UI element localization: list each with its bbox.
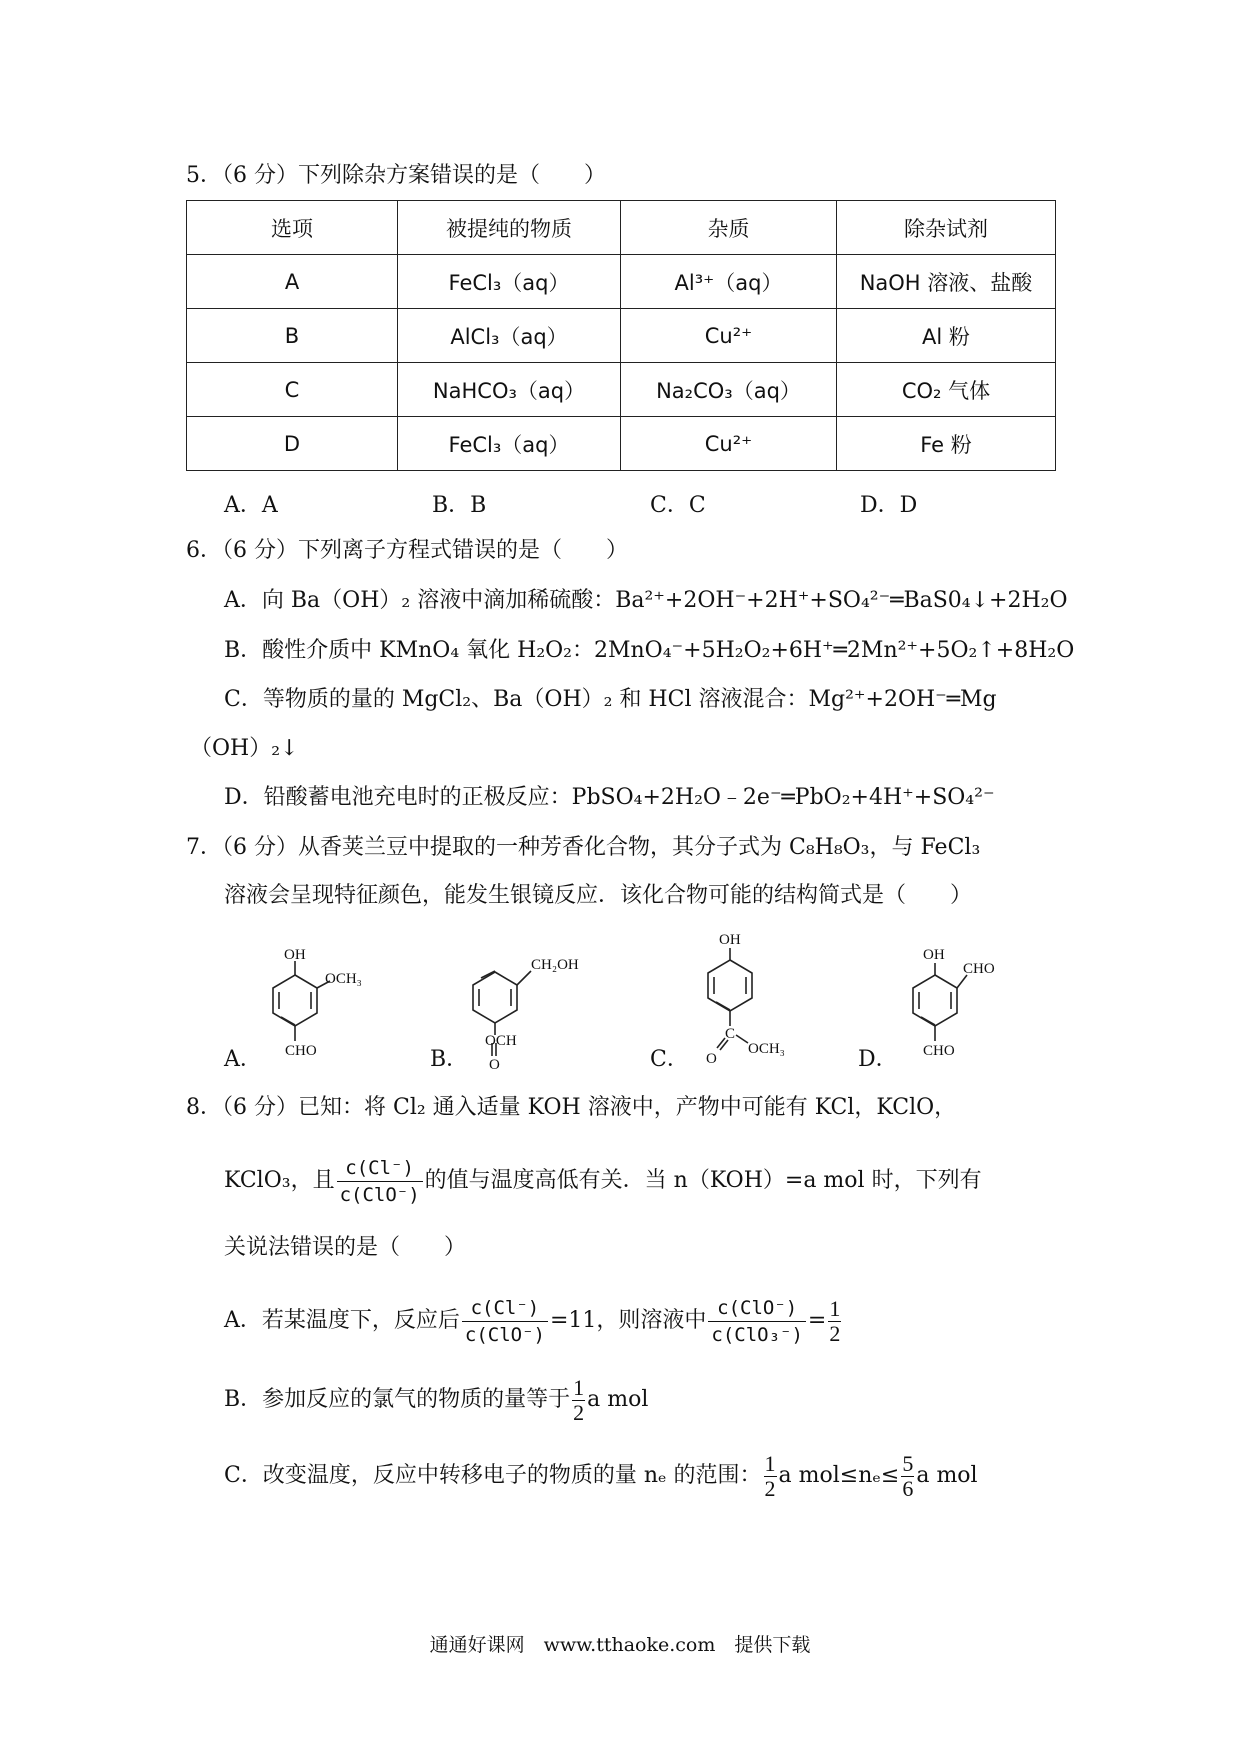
table-cell: Cu²⁺ bbox=[621, 309, 837, 363]
structure-a-icon bbox=[255, 945, 395, 1070]
group-label: O bbox=[489, 1057, 500, 1070]
q6-option-c[interactable]: C．等物质的量的 MgCl₂、Ba（OH）₂ 和 HCl 溶液混合：Mg²⁺+2OH⁻═Mg bbox=[224, 687, 997, 712]
table-header: 被提纯的物质 bbox=[398, 201, 621, 255]
table-cell: NaOH 溶液、盐酸 bbox=[837, 255, 1056, 309]
table-cell: Al³⁺（aq） bbox=[621, 255, 837, 309]
group-label: OH bbox=[923, 947, 945, 963]
table-cell: FeCl₃（aq） bbox=[398, 255, 621, 309]
fraction-numerator: 5 bbox=[902, 1450, 914, 1476]
table-cell: B bbox=[187, 309, 398, 363]
fraction-denominator: c(ClO⁻) bbox=[464, 1323, 545, 1346]
q6-option-d[interactable]: D．铅酸蓄电池充电时的正极反应：PbSO₄+2H₂O﹣2e⁻═PbO₂+4H⁺+SO₄²⁻ bbox=[224, 785, 995, 810]
table-cell: AlCl₃（aq） bbox=[398, 309, 621, 363]
structure-d-icon bbox=[895, 945, 1025, 1070]
group-label: CHO bbox=[923, 1043, 955, 1059]
fraction-numerator: 1 bbox=[829, 1295, 841, 1321]
structure-b-icon bbox=[465, 945, 615, 1070]
q6-option-b[interactable]: B．酸性介质中 KMnO₄ 氧化 H₂O₂：2MnO₄⁻+5H₂O₂+6H⁺═2Mn²⁺+5O₂↑+8H₂O bbox=[224, 638, 1075, 663]
table-cell: Na₂CO₃（aq） bbox=[621, 363, 837, 417]
table-header-row bbox=[187, 201, 1056, 255]
table-row bbox=[187, 363, 1056, 417]
option-text: =11，则溶液中 bbox=[549, 1308, 707, 1333]
fraction-numerator: c(Cl⁻) bbox=[462, 1295, 548, 1322]
fraction-numerator: 1 bbox=[764, 1450, 776, 1476]
option-c[interactable]: C．C bbox=[650, 493, 706, 518]
ratio-fraction bbox=[708, 1295, 806, 1348]
ratio-fraction bbox=[462, 1295, 548, 1348]
q8-stem: 8．（6 分）已知：将 Cl₂ 通入适量 KOH 溶液中，产物中可能有 KCl，KClO， bbox=[186, 1095, 957, 1120]
option-b[interactable]: B．B bbox=[432, 493, 487, 518]
q8-option-a[interactable] bbox=[224, 1290, 843, 1352]
table-header: 除杂试剂 bbox=[837, 201, 1056, 255]
option-text: = bbox=[807, 1308, 827, 1333]
group-label: OCH₃ bbox=[325, 971, 362, 987]
group-label: OCH bbox=[485, 1033, 517, 1049]
option-text: a mol bbox=[916, 1463, 978, 1488]
q5-stem: 5．（6 分）下列除杂方案错误的是（ ） bbox=[186, 163, 606, 188]
half-fraction bbox=[572, 1376, 585, 1425]
q6-option-a[interactable]: A．向 Ba（OH）₂ 溶液中滴加稀硫酸：Ba²⁺+2OH⁻+2H⁺+SO₄²⁻═BaS0₄↓+2H₂O bbox=[224, 588, 1068, 613]
q7-option-a-label[interactable]: A． bbox=[224, 1047, 262, 1072]
ratio-fraction bbox=[337, 1155, 423, 1208]
option-a[interactable]: A．A bbox=[224, 493, 278, 518]
option-text: B．参加反应的氯气的物质的量等于 bbox=[224, 1387, 571, 1412]
q7-option-c-label[interactable]: C． bbox=[650, 1047, 689, 1072]
option-text: C．改变温度，反应中转移电子的物质的量 nₑ 的范围： bbox=[224, 1463, 762, 1488]
table-cell: Al 粉 bbox=[837, 309, 1056, 363]
q5-table bbox=[186, 200, 1056, 471]
q7-stem: 7．（6 分）从香荚兰豆中提取的一种芳香化合物，其分子式为 C₈H₈O₃，与 FeCl₃ bbox=[186, 835, 981, 860]
table-row bbox=[187, 255, 1056, 309]
fraction-denominator: c(ClO₃⁻) bbox=[711, 1323, 803, 1346]
structure-c-icon bbox=[690, 930, 820, 1070]
fraction-numerator: c(Cl⁻) bbox=[337, 1155, 423, 1182]
group-label: OH bbox=[284, 947, 306, 963]
group-label: OH bbox=[719, 932, 741, 948]
group-label: C bbox=[725, 1026, 736, 1042]
table-cell: CO₂ 气体 bbox=[837, 363, 1056, 417]
q8-stem-line2 bbox=[224, 1150, 982, 1212]
fraction-denominator: 2 bbox=[829, 1320, 841, 1346]
q7-stem-cont: 溶液会呈现特征颜色，能发生银镜反应．该化合物可能的结构简式是（ ） bbox=[224, 883, 973, 908]
q8-option-c[interactable] bbox=[224, 1448, 978, 1504]
fraction-numerator: 1 bbox=[573, 1374, 585, 1400]
q6-option-c-cont: （OH）₂↓ bbox=[190, 736, 299, 761]
q8-stem-text: 的值与温度高低有关．当 n（KOH）=a mol 时，下列有 bbox=[424, 1168, 982, 1193]
group-label: CHO bbox=[963, 961, 995, 977]
option-text: a mol bbox=[587, 1387, 649, 1412]
half-fraction bbox=[828, 1297, 841, 1346]
table-cell: NaHCO₃（aq） bbox=[398, 363, 621, 417]
fraction-denominator: 2 bbox=[573, 1399, 585, 1425]
group-label: O bbox=[706, 1051, 717, 1067]
q7-option-b-label[interactable]: B． bbox=[430, 1047, 469, 1072]
table-cell: A bbox=[187, 255, 398, 309]
table-cell: FeCl₃（aq） bbox=[398, 417, 621, 471]
table-header: 杂质 bbox=[621, 201, 837, 255]
q7-option-d-label[interactable]: D． bbox=[858, 1047, 898, 1072]
table-cell: Fe 粉 bbox=[837, 417, 1056, 471]
q8-stem-text: KClO₃，且 bbox=[224, 1168, 335, 1193]
five-sixths-fraction bbox=[901, 1452, 914, 1501]
option-text: A．若某温度下，反应后 bbox=[224, 1308, 460, 1333]
fraction-denominator: 2 bbox=[764, 1475, 776, 1501]
option-text: a mol≤nₑ≤ bbox=[778, 1463, 900, 1488]
page-footer: 通通好课网 www.tthaoke.com 提供下载 bbox=[429, 1634, 811, 1656]
q6-stem: 6．（6 分）下列离子方程式错误的是（ ） bbox=[186, 538, 628, 563]
table-row bbox=[187, 309, 1056, 363]
table-header: 选项 bbox=[187, 201, 398, 255]
group-label: OCH₃ bbox=[748, 1041, 785, 1057]
table-cell: C bbox=[187, 363, 398, 417]
fraction-denominator: c(ClO⁻) bbox=[339, 1183, 420, 1206]
table-cell: Cu²⁺ bbox=[621, 417, 837, 471]
q8-option-b[interactable] bbox=[224, 1372, 648, 1428]
fraction-numerator: c(ClO⁻) bbox=[708, 1295, 806, 1322]
half-fraction bbox=[764, 1452, 777, 1501]
fraction-denominator: 6 bbox=[902, 1475, 914, 1501]
q8-stem-line3: 关说法错误的是（ ） bbox=[224, 1235, 467, 1260]
group-label: CHO bbox=[285, 1043, 317, 1059]
group-label: CH₂OH bbox=[531, 957, 579, 973]
option-d[interactable]: D．D bbox=[860, 493, 918, 518]
table-row bbox=[187, 417, 1056, 471]
table-cell: D bbox=[187, 417, 398, 471]
